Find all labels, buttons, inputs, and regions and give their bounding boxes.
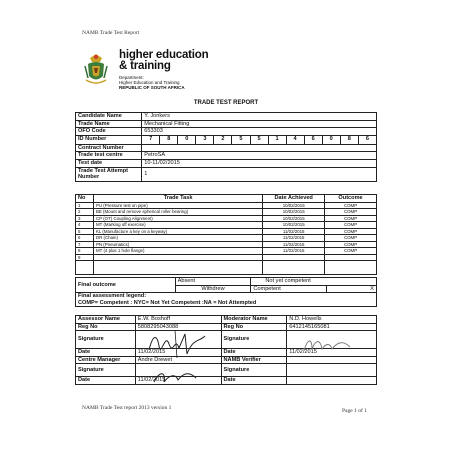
table-row (76, 152, 377, 160)
centre-manager-value: Andre Drewet (135, 356, 221, 364)
test-centre-value: PetroSA (142, 152, 377, 160)
table-row (76, 356, 377, 364)
task-date: 11/02/2015 (263, 241, 325, 248)
id-digit: 5 (250, 135, 268, 144)
withdrew-label: Withdrew (175, 285, 251, 293)
task-no: 8 (76, 248, 94, 255)
header-text: NAMB Trade Test Report (82, 30, 140, 36)
ofo-code-label: OFO Code (76, 128, 142, 136)
test-date-value: 10-11/02/2015 (142, 159, 377, 167)
date-label: Date (221, 349, 287, 357)
task-name: MT (Marking off exercise) (93, 222, 262, 229)
task-outcome: COMP (325, 228, 377, 235)
centre-date: 11/02/2015 (135, 377, 221, 385)
id-digit: 8 (160, 135, 178, 144)
report-title: TRADE TEST REPORT (193, 100, 259, 106)
test-centre-label: Trade test centre (76, 152, 142, 160)
moderator-signature-icon (300, 335, 360, 357)
table-row (76, 316, 377, 324)
candidate-name-label: Candidate Name (76, 113, 142, 121)
trade-name-label: Trade Name (76, 120, 142, 128)
table-row (76, 159, 377, 167)
competent-label: Competent (251, 285, 327, 293)
department-text (119, 75, 185, 90)
ofo-code-value: 653303 (142, 128, 377, 136)
table-row (76, 364, 377, 377)
assessor-signature-icon (145, 328, 215, 360)
table-row (76, 377, 377, 385)
dept-line-3: REPUBLIC OF SOUTH AFRICA (119, 85, 185, 90)
task-date: 11/02/2015 (263, 248, 325, 255)
date-label: Date (221, 377, 287, 385)
empty-cell (76, 261, 94, 275)
task-outcome: COMP (325, 209, 377, 216)
signature-label: Signature (76, 364, 136, 377)
task-no: 7 (76, 241, 94, 248)
task-name: DR (Chain) (93, 235, 262, 242)
column-header-outcome: Outcome (325, 195, 377, 203)
reg-no-label: Reg No (76, 323, 136, 331)
candidate-table (75, 112, 377, 182)
brand-line-1: higher education (119, 49, 209, 61)
id-digit: 6 (304, 135, 322, 144)
task-no: 5 (76, 228, 94, 235)
assessor-reg-no: 5808295043088 (135, 323, 221, 331)
attempt-label-line-1: Trade Test Attempt (78, 167, 129, 174)
task-name: PN (Pneumatics) (93, 241, 262, 248)
signature-label: Signature (76, 331, 136, 349)
id-digit: 7 (142, 135, 160, 144)
id-digit: 4 (286, 135, 304, 144)
task-no: 9 (76, 254, 94, 261)
empty-cell (263, 261, 325, 275)
signature-label: Signature (221, 331, 287, 349)
id-digit: 0 (322, 135, 340, 144)
trade-task-table (75, 194, 377, 275)
column-header-date: Date Achieved (263, 195, 325, 203)
attempt-value: 1 (142, 167, 377, 181)
task-no: 4 (76, 222, 94, 229)
footer-left: NAMB Trade Test report 2013 version 1 (82, 405, 172, 411)
id-digit: 3 (196, 135, 214, 144)
id-number-label: ID Number (76, 135, 142, 144)
moderator-reg-no: 6412145165081 (287, 323, 377, 331)
verifier-signature (287, 364, 377, 377)
contract-number-value (142, 144, 377, 152)
task-name: MT (4 plus 1 hole flange) (93, 248, 262, 255)
assessment-legend (76, 293, 377, 307)
moderator-name-label: Moderator Name (221, 316, 287, 324)
test-date-label: Test date (76, 159, 142, 167)
assessor-name-value: E.W. Boshoff (135, 316, 221, 324)
namb-verifier-label: NAMB Verifier (221, 356, 287, 364)
brand-line-2: & training (119, 60, 171, 72)
task-name: BE (Mount and remove spherical roller bearing) (93, 209, 262, 216)
dept-line-1: Department: (119, 75, 144, 80)
table-row (76, 135, 377, 144)
table-row (76, 261, 377, 275)
moderator-name-value: N.D. Howells (287, 316, 377, 324)
task-date: 10/02/2015 (263, 202, 325, 209)
verifier-date (287, 377, 377, 385)
task-outcome: COMP (325, 222, 377, 229)
column-header-task: Trade Task (93, 195, 262, 203)
task-date: 10/02/2015 (263, 209, 325, 216)
table-row (76, 323, 377, 331)
id-digit: 0 (178, 135, 196, 144)
table-row (76, 144, 377, 152)
assessor-name-label: Assessor Name (76, 316, 136, 324)
task-outcome: COMP (325, 248, 377, 255)
reg-no-label: Reg No (221, 323, 287, 331)
task-no: 6 (76, 235, 94, 242)
table-row (76, 293, 377, 307)
task-outcome: COMP (325, 241, 377, 248)
namb-verifier-value (287, 356, 377, 364)
id-digit: 2 (214, 135, 232, 144)
task-date: 10/02/2015 (263, 222, 325, 229)
empty-cell (93, 261, 262, 275)
competent-mark: X (327, 285, 377, 293)
task-date: 11/02/2015 (263, 235, 325, 242)
contract-number-label: Contract Number (76, 144, 142, 152)
table-row (76, 113, 377, 121)
table-header-row (76, 195, 377, 203)
centre-manager-signature-icon (150, 368, 200, 388)
task-no: 3 (76, 215, 94, 222)
table-row (76, 120, 377, 128)
task-no: 1 (76, 202, 94, 209)
final-outcome-table (75, 277, 377, 307)
task-name: CP (OT) Coupling Alignment) (93, 215, 262, 222)
final-outcome-label: Final outcome (76, 278, 176, 293)
task-date: 10/02/2015 (263, 215, 325, 222)
date-label: Date (76, 377, 136, 385)
id-digit: 8 (340, 135, 358, 144)
empty-cell (325, 261, 377, 275)
id-digit: 6 (358, 135, 376, 144)
centre-manager-label: Centre Manager (76, 356, 136, 364)
task-outcome: COMP (325, 215, 377, 222)
task-outcome: COMP (325, 202, 377, 209)
coat-of-arms-icon (82, 52, 110, 86)
task-name: PU (Pressure test on pipe) (93, 202, 262, 209)
task-no: 2 (76, 209, 94, 216)
trade-name-value: Mechanical Fitting (142, 120, 377, 128)
footer-right: Page 1 of 1 (342, 408, 367, 414)
not-yet-competent-label: Not yet competent (251, 278, 377, 286)
id-digit: 5 (232, 135, 250, 144)
moderator-date: 11/02/2015 (287, 349, 377, 357)
table-row (76, 278, 377, 286)
signature-label: Signature (221, 364, 287, 377)
legend-title: Final assessment legend: (78, 293, 147, 300)
task-name: KL (Manufacture a key on a keyway) (93, 228, 262, 235)
table-row (76, 167, 377, 181)
dept-line-2: Higher Education and Training (119, 80, 180, 85)
date-label: Date (76, 349, 136, 357)
attempt-label-line-2: Number (78, 174, 100, 181)
column-header-no: No (76, 195, 94, 203)
absent-label: Absent (175, 278, 251, 286)
candidate-name-value: Y. Jonkers (142, 113, 377, 121)
legend-text: COMP= Competent : NYC= Not Yet Competent :NA = Not Attempted (78, 299, 257, 306)
task-date: 11/02/2015 (263, 228, 325, 235)
id-digit: 1 (268, 135, 286, 144)
attempt-label (76, 167, 142, 181)
table-row (76, 128, 377, 136)
task-outcome: COMP (325, 235, 377, 242)
assessor-date: 11/02/2015 (135, 349, 221, 357)
